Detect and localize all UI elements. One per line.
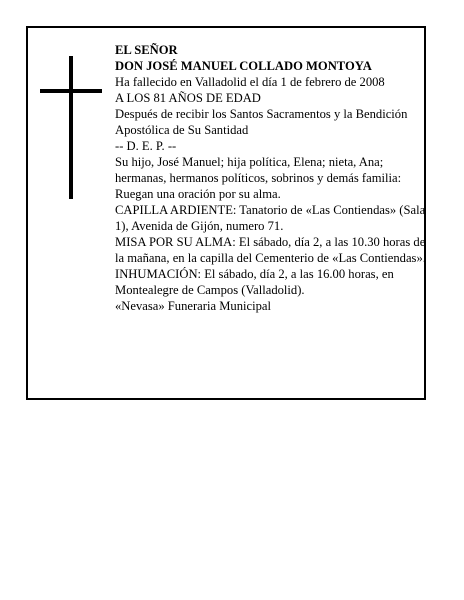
dep-line: -- D. E. P. -- — [115, 139, 177, 153]
death-statement: Ha fallecido en Valladolid el día 1 de febrero de 2008 — [115, 75, 385, 89]
cross-vertical-bar — [69, 56, 73, 199]
prayer-request: Ruegan una oración por su alma. — [115, 187, 281, 201]
family-statement: Su hijo, José Manuel; hija política, Elena; nieta, Ana; hermanas, hermanos políticos, sobrinos y demás familia: — [115, 155, 402, 185]
age-statement: A LOS 81 AÑOS DE EDAD — [115, 91, 261, 105]
obituary-text — [115, 42, 433, 314]
cross-horizontal-bar — [40, 89, 102, 93]
burial-info: INHUMACIÓN: El sábado, día 2, a las 16.00 horas, en Montealegre de Campos (Valladolid). — [115, 267, 394, 297]
deceased-name: DON JOSÉ MANUEL COLLADO MONTOYA — [115, 59, 372, 73]
obituary-notice — [26, 26, 426, 400]
sacraments-statement: Después de recibir los Santos Sacramentos y la Bendición Apostólica de Su Santidad — [115, 107, 408, 137]
funeral-home: «Nevasa» Funeraria Municipal — [115, 299, 271, 313]
chapel-info: CAPILLA ARDIENTE: Tanatorio de «Las Contiendas» (Sala 1), Avenida de Gijón, numero 71. — [115, 203, 426, 233]
title-senor: EL SEÑOR — [115, 43, 178, 57]
mass-info: MISA POR SU ALMA: El sábado, día 2, a las 10.30 horas de la mañana, en la capilla del Cementerio de «Las Contiendas». — [115, 235, 426, 265]
